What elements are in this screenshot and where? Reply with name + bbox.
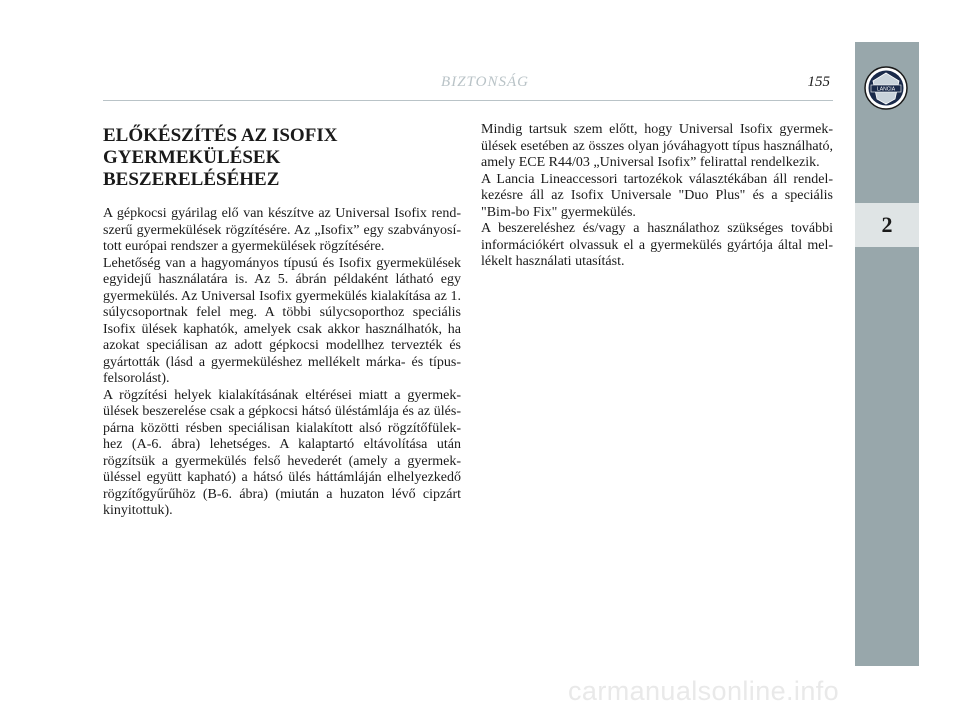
right-paragraph-3: A beszereléshez és/vagy a használathoz szükséges további információkért olvassuk el a gyermekülés gyártója által mel-lékelt használati utasítást. <box>481 221 833 269</box>
header-rule <box>103 100 833 101</box>
left-paragraph-3: A rögzítési helyek kialakításának eltérései miatt a gyermek-ülések beszerelése csak a gépkocsi hátsó üléstámlája és az ülés-párna közötti résben speciálisan kialakított alsó rögzítőfülek-hez (A-6. ábra) lehetséges. A kalaptartó eltávolítása után rögzítsük a gyermekülés felső hevederét (amely a gyermek-üléssel együtt kapható) a hátsó ülés háttámláján elhelyezkedő rögzítőgyűrűhöz (B-6. ábra) (miután a huzaton lévő cipzárt kinyitottuk). <box>103 387 461 518</box>
left-paragraph-1: A gépkocsi gyárilag elő van készítve az Universal Isofix rend-szerű gyermekülések rögzítésére. Az „Isofix” egy szabványosí-tott európai rendszer a gyermekülések rögzítésére. <box>103 206 461 254</box>
header-section-title: BIZTONSÁG <box>441 74 529 90</box>
right-paragraph-2: A Lancia Lineaccessori tartozékok választékában áll rendel-kezésre áll az Isofix Universale "Duo Plus" és a speciális "Bim-bo Fix" gyermekülés. <box>481 171 833 220</box>
logo-text: LANCIA <box>876 86 896 93</box>
watermark: carmanualsonline.info <box>568 676 840 706</box>
lancia-logo-icon <box>864 66 908 110</box>
heading-line-1: ELŐKÉSZÍTÉS AZ ISOFIX <box>103 125 338 146</box>
right-column <box>481 122 833 271</box>
section-heading <box>103 125 463 191</box>
chapter-number: 2 <box>855 203 919 247</box>
heading-line-3: BESZERELÉSÉHEZ <box>103 169 280 190</box>
left-paragraph-2: Lehetőség van a hagyományos típusú és Isofix gyermekülések egyidejű használatára is. Az 5. ábrán példaként látható egy gyermekülés. Az Universal Isofix gyermekülés kialakítása az 1. súlycsoportnak felel meg. A többi súlycsoporthoz speciális Isofix ülések kaphatók, amelyek csak akkor használhatók, ha azokat speciálisan az adott gépkocsi modellhez tervezték és gyártották (lásd a gyermeküléshez mellékelt márka- és típus-felsorolást). <box>103 255 461 386</box>
heading-line-2: GYERMEKÜLÉSEK <box>103 147 281 168</box>
right-paragraph-1: Mindig tartsuk szem előtt, hogy Universal Isofix gyermek-ülések esetében az összes olyan jóváhagyott típus használható, amely ECE R44/03 „Universal Isofix” felirattal rendelkezik. <box>481 122 833 170</box>
page-number: 155 <box>807 74 830 90</box>
left-column <box>103 206 461 520</box>
chapter-side-tab <box>855 42 919 666</box>
